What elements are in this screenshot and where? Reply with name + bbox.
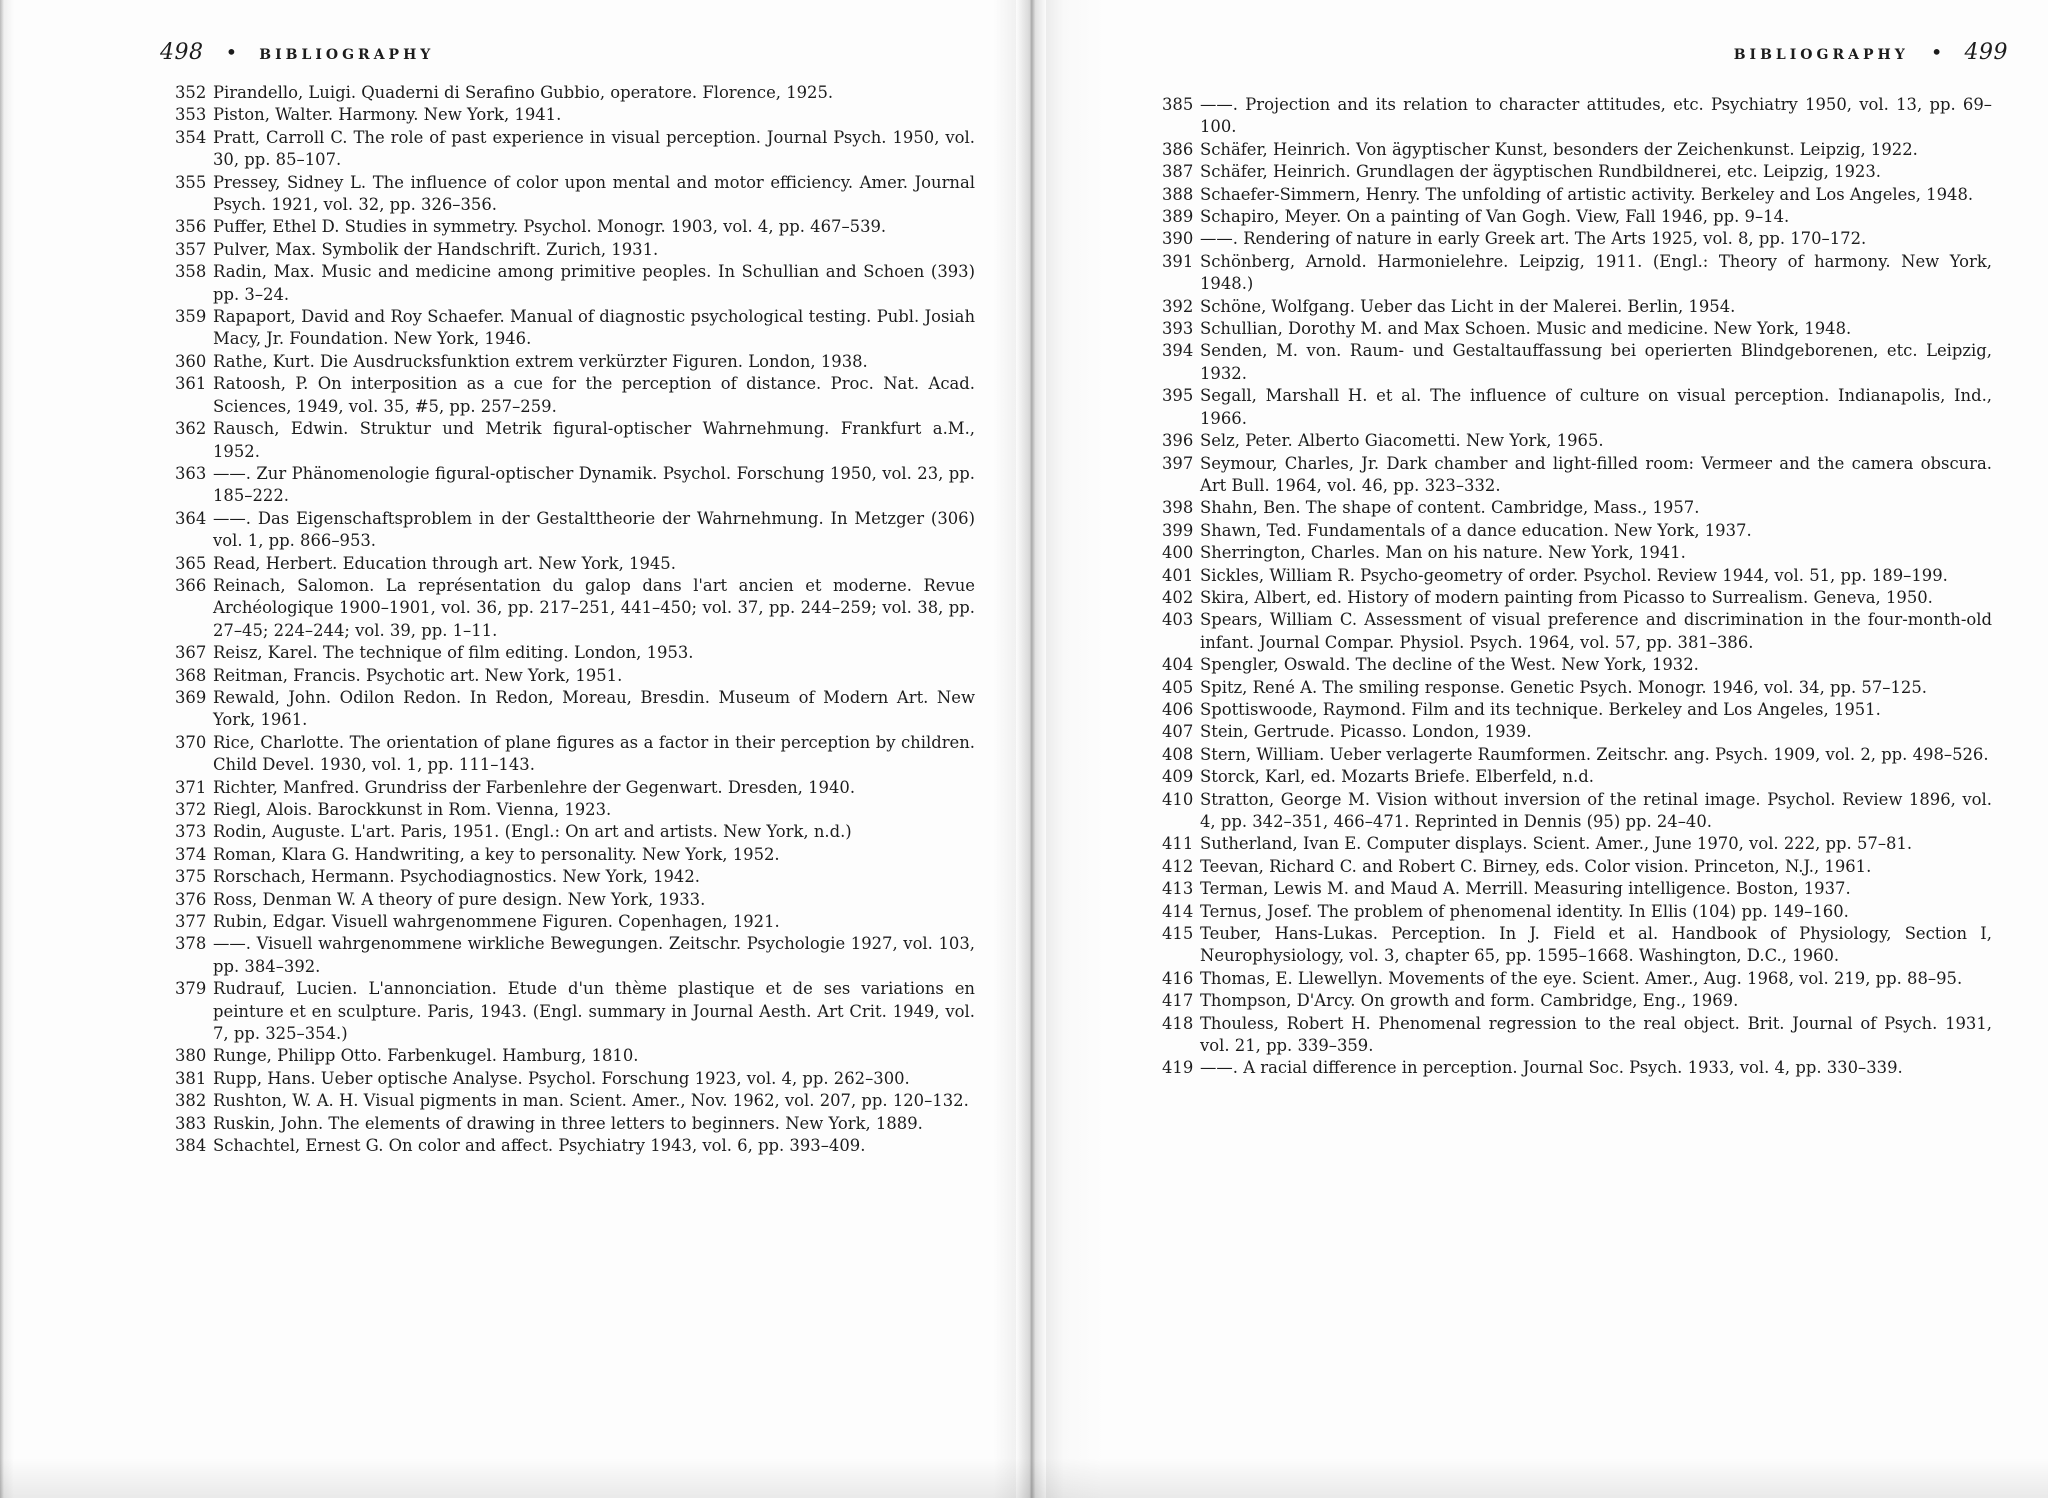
running-head: BIBLIOGRAPHY: [1733, 47, 1909, 63]
entry-text: Spitz, René A. The smiling response. Genetic Psych. Monogr. 1946, vol. 34, pp. 57–125.: [1200, 677, 1927, 697]
bibliography-entry: [1162, 609, 1992, 654]
bibliography-entry: [175, 978, 975, 1045]
bibliography-entry: [1162, 744, 1992, 766]
bibliography-entry: [175, 261, 975, 306]
entry-number: 415: [1162, 924, 1194, 944]
entry-text: Pirandello, Luigi. Quaderni di Serafino Gubbio, operatore. Florence, 1925.: [213, 83, 834, 102]
bibliography-entry: [175, 642, 975, 664]
entry-text: Thomas, E. Llewellyn. Movements of the eye. Scient. Amer., Aug. 1968, vol. 219, pp. 88–95.: [1200, 968, 1963, 988]
entry-text: Spears, William C. Assessment of visual preference and discrimination in the four-month-old infant. Journal Compar. Physiol. Psych. 1964, vol. 57, pp. 381–386.: [1200, 610, 1992, 652]
entry-number: 376: [175, 889, 207, 909]
entry-number: 380: [175, 1046, 207, 1066]
entry-number: 405: [1162, 677, 1194, 697]
entry-number: 378: [175, 934, 207, 954]
entry-number: 371: [175, 777, 207, 797]
entry-text: Rodin, Auguste. L'art. Paris, 1951. (Engl.: On art and artists. New York, n.d.): [213, 822, 852, 842]
entry-number: 407: [1162, 722, 1194, 742]
bibliography-entry: [175, 687, 975, 732]
entry-number: 365: [175, 553, 207, 573]
bibliography-entry: [1162, 721, 1992, 743]
bibliography-entry: [1162, 587, 1992, 609]
bibliography-entry: [1162, 699, 1992, 721]
entry-text: Senden, M. von. Raum- und Gestaltauffassung bei operierten Blindgeborenen, etc. Leipzig, 1932.: [1200, 341, 1992, 383]
bibliography-entry: [175, 1135, 975, 1157]
entry-number: 412: [1162, 856, 1194, 876]
bibliography-entry: [175, 821, 975, 843]
bullet-separator: •: [1930, 40, 1943, 64]
entry-number: 363: [175, 463, 207, 483]
bibliography-entry: [175, 777, 975, 799]
entry-number: 382: [175, 1091, 207, 1111]
entry-text: Schaefer-Simmern, Henry. The unfolding of artistic activity. Berkeley and Los Angeles, 1948.: [1200, 184, 1974, 204]
entry-number: 406: [1162, 699, 1194, 719]
right-page-header: [1734, 40, 2008, 72]
entry-text: Read, Herbert. Education through art. New York, 1945.: [213, 553, 676, 573]
bibliography-entry: [175, 911, 975, 933]
bibliography-entry: [1162, 789, 1992, 834]
bibliography-entry: [1162, 654, 1992, 676]
bibliography-entry: [175, 1068, 975, 1090]
entry-text: Rapaport, David and Roy Schaefer. Manual of diagnostic psychological testing. Publ. Josiah Macy, Jr. Foundation. New York, 1946.: [213, 307, 975, 349]
entry-text: Rushton, W. A. H. Visual pigments in man. Scient. Amer., Nov. 1962, vol. 207, pp. 120–132.: [213, 1091, 969, 1111]
entry-text: Stratton, George M. Vision without inversion of the retinal image. Psychol. Review 1896, vol. 4, pp. 342–351, 466–471. Reprinted in Dennis (95) pp. 24–40.: [1200, 789, 1992, 831]
bibliography-entry: [175, 239, 975, 261]
entry-number: 375: [175, 867, 207, 887]
entry-text: Spengler, Oswald. The decline of the West. New York, 1932.: [1200, 655, 1699, 675]
bibliography-entry: [175, 82, 975, 104]
entry-text: ——. Das Eigenschaftsproblem in der Gestalttheorie der Wahrnehmung. In Metzger (306) vol. 1, pp. 866–953.: [213, 508, 975, 551]
entry-text: Stern, William. Ueber verlagerte Raumformen. Zeitschr. ang. Psych. 1909, vol. 2, pp. 498–526.: [1200, 744, 1989, 764]
bibliography-entry: [1162, 520, 1992, 542]
entry-number: 358: [175, 262, 207, 282]
book-gutter: [1016, 0, 1046, 1498]
bibliography-entry: [175, 933, 975, 978]
bibliography-entry: [1162, 228, 1992, 250]
entry-number: 377: [175, 912, 207, 932]
entry-number: 368: [175, 665, 207, 685]
entry-number: 364: [175, 508, 207, 528]
entry-text: Thouless, Robert H. Phenomenal regression to the real object. Brit. Journal of Psych. 1931, vol. 21, pp. 339–359.: [1200, 1013, 1992, 1056]
bibliography-entry: [1162, 677, 1992, 699]
bibliography-entry: [175, 889, 975, 911]
entry-text: Ross, Denman W. A theory of pure design. New York, 1933.: [213, 889, 706, 909]
entry-number: 383: [175, 1113, 207, 1133]
entry-text: Schachtel, Ernest G. On color and affect. Psychiatry 1943, vol. 6, pp. 393–409.: [213, 1136, 866, 1156]
bibliography-entry: [1162, 385, 1992, 430]
bibliography-entry: [1162, 206, 1992, 228]
bibliography-entry: [175, 799, 975, 821]
entry-number: 408: [1162, 744, 1194, 764]
entry-text: Schönberg, Arnold. Harmonielehre. Leipzig, 1911. (Engl.: Theory of harmony. New York, 1948.): [1200, 251, 1992, 294]
bibliography-entry: [175, 373, 975, 418]
entry-text: Schäfer, Heinrich. Von ägyptischer Kunst, besonders der Zeichenkunst. Leipzig, 1922.: [1200, 139, 1918, 159]
entry-number: 397: [1162, 453, 1194, 473]
entry-text: Ratoosh, P. On interposition as a cue for the perception of distance. Proc. Nat. Acad. Sciences, 1949, vol. 35, #5, pp. 257–259.: [213, 374, 975, 416]
bibliography-entry: [175, 844, 975, 866]
entry-text: Ruskin, John. The elements of drawing in three letters to beginners. New York, 1889.: [213, 1113, 923, 1133]
entry-text: ——. Rendering of nature in early Greek art. The Arts 1925, vol. 8, pp. 170–172.: [1200, 229, 1867, 249]
running-head: BIBLIOGRAPHY: [259, 47, 435, 63]
bibliography-entry: [175, 306, 975, 351]
entry-text: Reisz, Karel. The technique of film editing. London, 1953.: [213, 643, 694, 663]
bibliography-entry: [175, 216, 975, 238]
entry-number: 381: [175, 1068, 207, 1088]
entry-number: 369: [175, 687, 207, 707]
entry-number: 400: [1162, 543, 1194, 563]
entry-text: Richter, Manfred. Grundriss der Farbenlehre der Gegenwart. Dresden, 1940.: [213, 777, 856, 797]
entry-text: Thompson, D'Arcy. On growth and form. Cambridge, Eng., 1969.: [1200, 991, 1739, 1011]
bibliography-entry: [175, 553, 975, 575]
entry-text: Rausch, Edwin. Struktur und Metrik figural-optischer Wahrnehmung. Frankfurt a.M., 1952.: [213, 419, 975, 461]
bibliography-entry: [1162, 1057, 1992, 1079]
entry-text: Sutherland, Ivan E. Computer displays. Scient. Amer., June 1970, vol. 222, pp. 57–81.: [1200, 834, 1913, 854]
entry-text: Storck, Karl, ed. Mozarts Briefe. Elberfeld, n.d.: [1200, 767, 1594, 787]
entry-number: 419: [1162, 1058, 1194, 1078]
bibliography-entry: [1162, 139, 1992, 161]
entry-text: Schäfer, Heinrich. Grundlagen der ägyptischen Rundbildnerei, etc. Leipzig, 1923.: [1200, 162, 1881, 182]
entry-text: Sherrington, Charles. Man on his nature. New York, 1941.: [1200, 543, 1686, 563]
bibliography-entry: [175, 1090, 975, 1112]
entry-number: 390: [1162, 229, 1194, 249]
bibliography-entry: [1162, 251, 1992, 296]
bibliography-entry: [175, 665, 975, 687]
entry-number: 394: [1162, 341, 1194, 361]
entry-text: Ternus, Josef. The problem of phenomenal identity. In Ellis (104) pp. 149–160.: [1200, 901, 1849, 921]
bibliography-entry: [1162, 1013, 1992, 1058]
entry-text: Shawn, Ted. Fundamentals of a dance education. New York, 1937.: [1200, 520, 1752, 540]
bibliography-entry: [1162, 340, 1992, 385]
entry-number: 352: [175, 83, 207, 102]
entry-text: Rudrauf, Lucien. L'annonciation. Etude d'un thème plastique et de ses variations en peinture et en sculpture. Paris, 1943. (Engl. summary in Journal Aesth. Art Crit. 1949, vol. 7, pp. 325–354.): [213, 979, 975, 1044]
bibliography-entry: [175, 732, 975, 777]
entry-number: 360: [175, 351, 207, 371]
entry-number: 388: [1162, 184, 1194, 204]
bibliography-entry: [175, 1045, 975, 1067]
entry-text: Rice, Charlotte. The orientation of plane figures as a factor in their perception by children. Child Devel. 1930, vol. 1, pp. 111–143.: [213, 732, 975, 775]
entry-number: 386: [1162, 139, 1194, 159]
entry-text: Terman, Lewis M. and Maud A. Merrill. Measuring intelligence. Boston, 1937.: [1200, 879, 1851, 899]
entry-number: 404: [1162, 655, 1194, 675]
bibliography-entry: [175, 104, 975, 126]
bibliography-entry: [175, 172, 975, 217]
entry-text: Selz, Peter. Alberto Giacometti. New York, 1965.: [1200, 431, 1604, 451]
bibliography-entry: [1162, 161, 1992, 183]
entry-text: Teevan, Richard C. and Robert C. Birney, eds. Color vision. Princeton, N.J., 1961.: [1200, 856, 1872, 876]
entry-text: Sickles, William R. Psycho-geometry of order. Psychol. Review 1944, vol. 51, pp. 189–199.: [1200, 565, 1948, 585]
entry-text: Reinach, Salomon. La représentation du galop dans l'art ancien et moderne. Revue Archéologique 1900–1901, vol. 36, pp. 217–251, 441–450; vol. 37, pp. 244–259; vol. 38, pp. 27–45; 224–244; vol. 39, pp. 1–11.: [213, 575, 975, 640]
entry-text: Schullian, Dorothy M. and Max Schoen. Music and medicine. New York, 1948.: [1200, 319, 1852, 339]
entry-number: 399: [1162, 520, 1194, 540]
entry-text: Radin, Max. Music and medicine among primitive peoples. In Schullian and Schoen (393) pp. 3–24.: [213, 262, 975, 304]
entry-text: Rubin, Edgar. Visuell wahrgenommene Figuren. Copenhagen, 1921.: [213, 912, 780, 932]
entry-number: 398: [1162, 498, 1194, 518]
left-page-header: [160, 40, 434, 72]
entry-number: 384: [175, 1136, 207, 1156]
bibliography-entry: [1162, 901, 1992, 923]
bibliography-entry: [175, 351, 975, 373]
bibliography-entry: [1162, 94, 1992, 139]
bibliography-entry: [1162, 497, 1992, 519]
entry-text: Spottiswoode, Raymond. Film and its technique. Berkeley and Los Angeles, 1951.: [1200, 699, 1881, 719]
entry-text: ——. Zur Phänomenologie figural-optischer Dynamik. Psychol. Forschung 1950, vol. 23, pp. 185–222.: [213, 463, 975, 506]
entry-number: 410: [1162, 789, 1194, 809]
bibliography-entry: [1162, 453, 1992, 498]
bibliography-entry: [1162, 856, 1992, 878]
entry-number: 387: [1162, 162, 1194, 182]
page-number: 499: [1964, 40, 2008, 65]
entry-number: 359: [175, 307, 207, 327]
bibliography-entry: [175, 463, 975, 508]
bibliography-list: [175, 82, 975, 1158]
entry-number: 391: [1162, 251, 1194, 271]
bibliography-entry: [175, 418, 975, 463]
entry-number: 374: [175, 844, 207, 864]
entry-text: Reitman, Francis. Psychotic art. New York, 1951.: [213, 665, 623, 685]
entry-text: Rupp, Hans. Ueber optische Analyse. Psychol. Forschung 1923, vol. 4, pp. 262–300.: [213, 1068, 910, 1088]
bibliography-entry: [1162, 878, 1992, 900]
entry-text: Rorschach, Hermann. Psychodiagnostics. New York, 1942.: [213, 867, 700, 887]
entry-number: 366: [175, 575, 207, 595]
entry-text: Roman, Klara G. Handwriting, a key to personality. New York, 1952.: [213, 844, 780, 864]
entry-number: 354: [175, 127, 207, 147]
entry-text: Runge, Philipp Otto. Farbenkugel. Hamburg, 1810.: [213, 1046, 639, 1066]
entry-number: 417: [1162, 991, 1194, 1011]
entry-number: 416: [1162, 968, 1194, 988]
entry-text: Teuber, Hans-Lukas. Perception. In J. Field et al. Handbook of Physiology, Section I, Neurophysiology, vol. 3, chapter 65, pp. 1595–1668. Washington, D.C., 1960.: [1200, 924, 1992, 966]
entry-text: Schöne, Wolfgang. Ueber das Licht in der Malerei. Berlin, 1954.: [1200, 296, 1736, 316]
entry-number: 396: [1162, 431, 1194, 451]
entry-text: Puffer, Ethel D. Studies in symmetry. Psychol. Monogr. 1903, vol. 4, pp. 467–539.: [213, 217, 887, 237]
entry-number: 418: [1162, 1013, 1194, 1033]
entry-number: 353: [175, 105, 207, 125]
entry-number: 395: [1162, 386, 1194, 406]
entry-number: 389: [1162, 207, 1194, 227]
entry-number: 373: [175, 822, 207, 842]
entry-text: ——. Projection and its relation to character attitudes, etc. Psychiatry 1950, vol. 13, pp. 69–100.: [1200, 95, 1992, 137]
bibliography-entry: [1162, 184, 1992, 206]
entry-number: 393: [1162, 319, 1194, 339]
bibliography-list: [1162, 94, 1992, 1080]
entry-text: Skira, Albert, ed. History of modern painting from Picasso to Surrealism. Geneva, 1950.: [1200, 587, 1933, 607]
entry-number: 367: [175, 643, 207, 663]
entry-text: Segall, Marshall H. et al. The influence of culture on visual perception. Indianapolis, Ind., 1966.: [1200, 386, 1992, 428]
entry-text: Pratt, Carroll C. The role of past experience in visual perception. Journal Psych. 1950, vol. 30, pp. 85–107.: [213, 127, 975, 170]
page-bottom-shadow: [0, 1458, 2048, 1498]
entry-number: 370: [175, 732, 207, 752]
entry-text: Shahn, Ben. The shape of content. Cambridge, Mass., 1957.: [1200, 498, 1700, 518]
bibliography-entry: [1162, 430, 1992, 452]
entry-text: Piston, Walter. Harmony. New York, 1941.: [213, 105, 562, 125]
entry-number: 356: [175, 217, 207, 237]
bibliography-entry: [1162, 565, 1992, 587]
bibliography-entry: [175, 127, 975, 172]
entry-number: 414: [1162, 901, 1194, 921]
bibliography-entry: [1162, 990, 1992, 1012]
entry-text: Schapiro, Meyer. On a painting of Van Gogh. View, Fall 1946, pp. 9–14.: [1200, 207, 1790, 227]
entry-text: Stein, Gertrude. Picasso. London, 1939.: [1200, 722, 1532, 742]
entry-number: 411: [1162, 834, 1194, 854]
entry-text: Riegl, Alois. Barockkunst in Rom. Vienna, 1923.: [213, 800, 612, 819]
entry-number: 357: [175, 239, 207, 259]
entry-text: Rathe, Kurt. Die Ausdrucksfunktion extrem verkürzter Figuren. London, 1938.: [213, 351, 868, 371]
entry-number: 413: [1162, 879, 1194, 899]
bibliography-entry: [175, 508, 975, 553]
bibliography-entry: [175, 866, 975, 888]
entry-text: ——. A racial difference in perception. Journal Soc. Psych. 1933, vol. 4, pp. 330–339.: [1200, 1058, 1903, 1078]
entry-text: Seymour, Charles, Jr. Dark chamber and light-filled room: Vermeer and the camera obscura. Art Bull. 1964, vol. 46, pp. 323–332.: [1200, 453, 1992, 495]
bibliography-entry: [1162, 968, 1992, 990]
entry-number: 392: [1162, 296, 1194, 316]
entry-number: 361: [175, 374, 207, 394]
bibliography-entry: [1162, 318, 1992, 340]
bibliography-entry: [175, 1113, 975, 1135]
right-page: [1024, 0, 2048, 1498]
entry-number: 402: [1162, 587, 1194, 607]
entry-text: Pressey, Sidney L. The influence of color upon mental and motor efficiency. Amer. Journal Psych. 1921, vol. 32, pp. 326–356.: [213, 172, 975, 215]
entry-number: 355: [175, 172, 207, 192]
bibliography-entry: [1162, 296, 1992, 318]
entry-text: Pulver, Max. Symbolik der Handschrift. Zurich, 1931.: [213, 239, 659, 259]
entry-number: 403: [1162, 610, 1194, 630]
bullet-separator: •: [225, 40, 238, 64]
entry-text: ——. Visuell wahrgenommene wirkliche Bewegungen. Zeitschr. Psychologie 1927, vol. 103, pp. 384–392.: [213, 934, 975, 976]
entry-number: 409: [1162, 767, 1194, 787]
entry-number: 362: [175, 419, 207, 439]
bibliography-entry: [1162, 766, 1992, 788]
entry-text: Rewald, John. Odilon Redon. In Redon, Moreau, Bresdin. Museum of Modern Art. New York, 1961.: [213, 687, 975, 730]
bibliography-entry: [1162, 923, 1992, 968]
entry-number: 379: [175, 979, 207, 999]
entry-number: 385: [1162, 95, 1194, 114]
entry-number: 401: [1162, 565, 1194, 585]
bibliography-entry: [1162, 542, 1992, 564]
bibliography-entry: [1162, 833, 1992, 855]
entry-number: 372: [175, 800, 207, 819]
page-number: 498: [160, 40, 204, 65]
bibliography-entry: [175, 575, 975, 642]
